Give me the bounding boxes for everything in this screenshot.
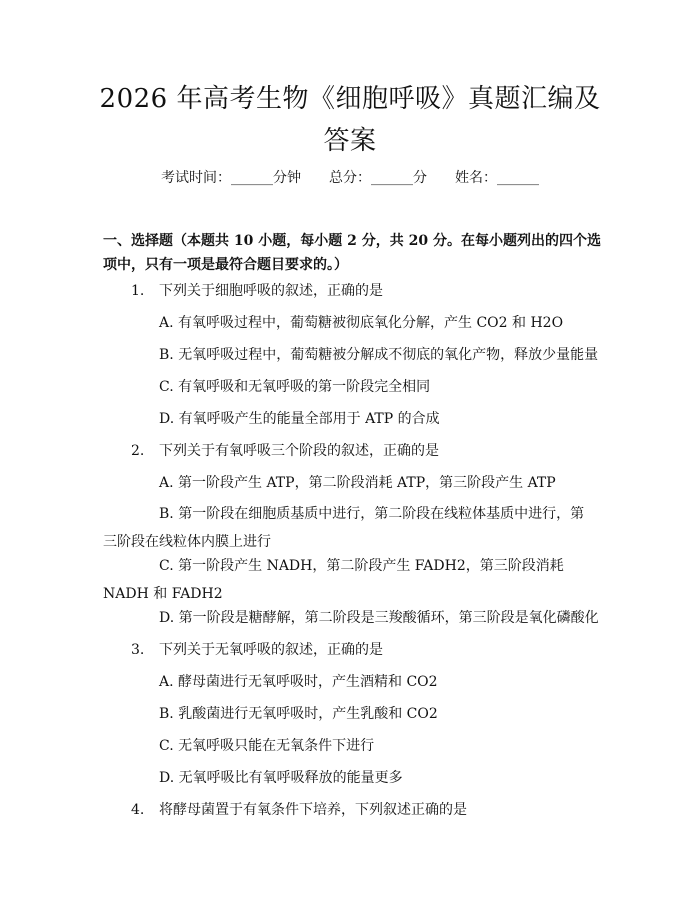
q1-option-a: A. 有氧呼吸过程中，葡萄糖被彻底氧化分解，产生 CO2 和 H2O (159, 315, 564, 331)
question-stem: 下列关于细胞呼吸的叙述，正确的是 (159, 283, 383, 299)
question-4 (131, 800, 467, 820)
q3-option-c: C. 无氧呼吸只能在无氧条件下进行 (159, 738, 375, 754)
q3-option-a: A. 酵母菌进行无氧呼吸时，产生酒精和 CO2 (159, 674, 438, 690)
question-number: 1. (131, 283, 145, 299)
question-1 (131, 281, 383, 301)
exam-title: 2026 年高考生物《细胞呼吸》真题汇编及答案 (99, 84, 601, 156)
q1-option-c: C. 有氧呼吸和无氧呼吸的第一阶段完全相同 (159, 379, 431, 395)
question-stem: 下列关于无氧呼吸的叙述，正确的是 (159, 642, 383, 658)
question-number: 2. (131, 443, 145, 459)
q1-option-d: D. 有氧呼吸产生的能量全部用于 ATP 的合成 (159, 411, 440, 427)
exam-time-field: 考试时间：______分钟 (161, 170, 301, 186)
q2-option-b: B. 第一阶段在细胞质基质中进行，第二阶段在线粒体基质中进行，第三阶段在线粒体内膜上进行 (103, 506, 585, 550)
q1-option-b: B. 无氧呼吸过程中，葡萄糖被分解成不彻底的氧化产物，释放少量能量 (159, 347, 599, 363)
exam-meta (0, 168, 700, 188)
q2-option-d: D. 第一阶段是糖酵解，第二阶段是三羧酸循环，第三阶段是氧化磷酸化 (159, 610, 599, 626)
question-3 (131, 640, 383, 660)
question-stem: 将酵母菌置于有氧条件下培养，下列叙述正确的是 (159, 802, 467, 818)
question-2 (131, 441, 439, 461)
section-heading: 一、选择题（本题共 10 小题，每小题 2 分，共 20 分。在每小题列出的四个选项中，只有一项是最符合题目要求的。） (103, 233, 601, 273)
question-stem: 下列关于有氧呼吸三个阶段的叙述，正确的是 (159, 443, 439, 459)
q2-option-c: C. 第一阶段产生 NADH，第二阶段产生 FADH2，第三阶段消耗 NADH 和 FADH2 (103, 558, 564, 602)
question-number: 4. (131, 802, 145, 818)
total-score-field: 总分：______分 (329, 170, 427, 186)
q2-option-a: A. 第一阶段产生 ATP，第二阶段消耗 ATP，第三阶段产生 ATP (159, 475, 556, 491)
q3-option-d: D. 无氧呼吸比有氧呼吸释放的能量更多 (159, 770, 403, 786)
question-number: 3. (131, 642, 145, 658)
student-name-field: 姓名：______ (455, 170, 539, 186)
q3-option-b: B. 乳酸菌进行无氧呼吸时，产生乳酸和 CO2 (159, 706, 438, 722)
